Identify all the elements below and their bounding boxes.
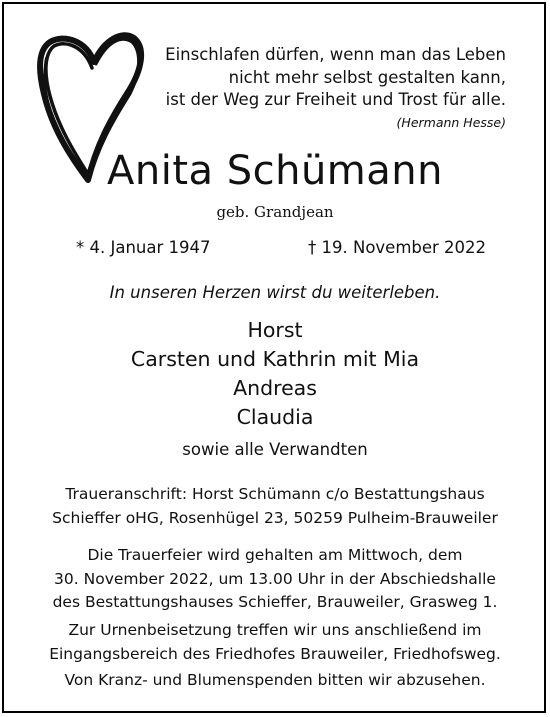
ceremony-info: [0, 544, 550, 615]
death-date: † 19. November 2022: [308, 238, 487, 257]
flowers-note: Von Kranz- und Blumenspenden bitten wir abzusehen.: [64, 671, 486, 689]
mourners-list: [0, 316, 550, 432]
mourner: Andreas: [233, 376, 317, 400]
address-line: Traueranschrift: Horst Schümann c/o Bestattungshaus: [65, 485, 485, 503]
hesse-quote: [150, 44, 506, 132]
ceremony-line: des Bestattungshauses Schieffer, Brauweiler, Grasweg 1.: [52, 593, 498, 611]
urn-burial-info: [0, 619, 550, 666]
motto: In unseren Herzen wirst du weiterleben.: [109, 283, 441, 302]
mourner: Horst: [247, 318, 303, 342]
urn-line: Zur Urnenbeisetzung treffen wir uns anschließend im: [68, 621, 482, 639]
ceremony-line: 30. November 2022, um 13.00 Uhr in der Abschiedshalle: [54, 569, 496, 588]
birth-date: * 4. Januar 1947: [76, 238, 211, 257]
born-name: geb. Grandjean: [216, 203, 334, 221]
ceremony-line: Die Trauerfeier wird gehalten am Mittwoch, dem: [87, 546, 463, 564]
relatives-line: sowie alle Verwandten: [182, 440, 368, 459]
quote-line: nicht mehr selbst gestalten kann,: [228, 67, 506, 87]
urn-line: Eingangsbereich des Friedhofes Brauweiler, Friedhofsweg.: [49, 644, 501, 663]
quote-line: ist der Weg zur Freiheit und Trost für alle.: [165, 90, 506, 109]
quote-line: Einschlafen dürfen, wenn man das Leben: [165, 45, 506, 64]
mourner: Carsten und Kathrin mit Mia: [130, 347, 420, 371]
address-line: Schieffer oHG, Rosenhügel 23, 50259 Pulheim-Brauweiler: [52, 508, 498, 527]
mourner: Claudia: [236, 405, 314, 429]
mourning-address: [0, 483, 550, 530]
deceased-name: Anita Schümann: [106, 148, 443, 194]
quote-author: (Hermann Hesse): [396, 114, 506, 130]
